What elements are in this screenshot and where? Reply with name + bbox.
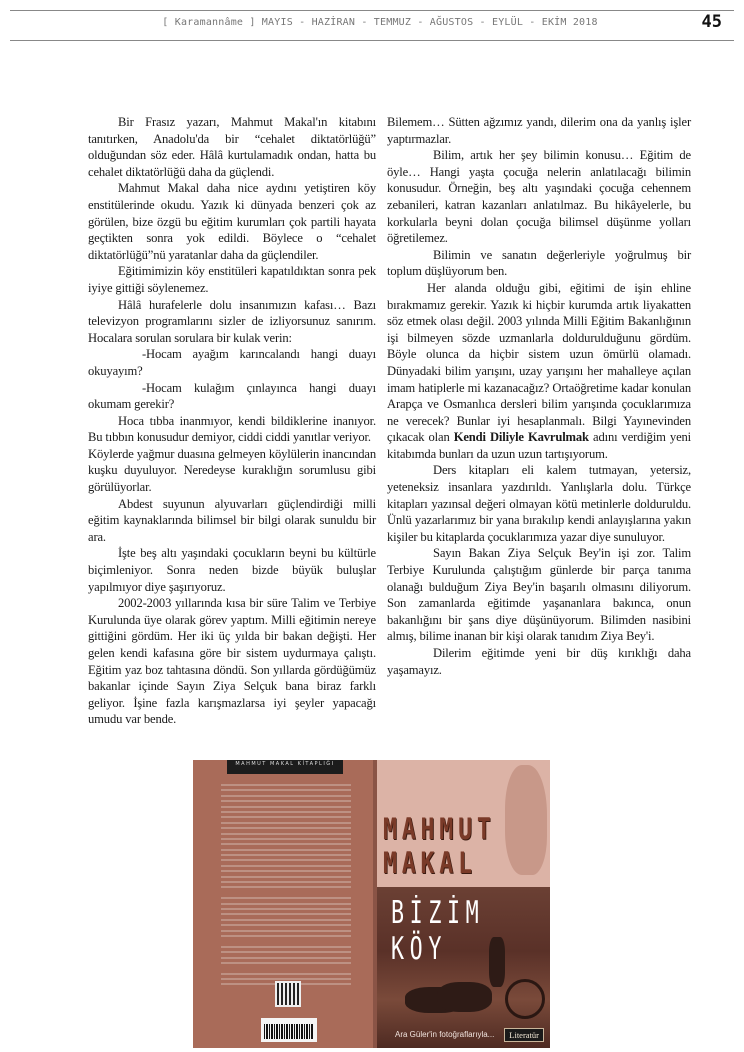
back-cover-blurb <box>221 784 351 989</box>
paragraph: 2002-2003 yıllarında kısa bir süre Talim ve Terbiye Kurulunda üye olarak görev yaptım. Milli eğitimin nereye gittiğini gördüm. Her iki üç yılda bir bakan değişti. Her gelen kendi kafasına göre bir sistem uydurmaya çalıştı. Eğitim yaz boz tahtasına döndü. Son yıllarda gördüğümüz bakanlar içinde Sayın Ziya Selçuk bana biraz farklı geliyor. İşine fazla karışmazlarsa iyi şeyler yapacağı umudu var bende. <box>88 596 376 727</box>
book-title-bold: Kendi Diliyle Kavrulmak <box>453 430 589 445</box>
paragraph: Bilim, artık her şey bilimin konusu… Eğitim de öyle… Hangi yaşta çocuğa nelerin anlatılacağı bilimin konusudur. Örneğin, beş altı yaşındaki çocuğa cehennem zebanileri, katran kazanları anlatılmaz. Bu hikâyelerle, bu korkularla beyni dolan çocuğa bilimsel düşünme yolları öğretilemez. <box>387 148 691 246</box>
paragraph: -Hocam ayağım karıncalandı hangi duayı okuyayım? <box>88 347 376 378</box>
qr-code <box>277 983 299 1005</box>
book-front-cover <box>377 760 550 1048</box>
ox-figure <box>437 982 492 1012</box>
left-column <box>88 114 376 728</box>
photo-credit: Ara Güler'in fotoğraflarıyla... <box>395 1030 495 1039</box>
series-banner: MAHMUT MAKAL KİTAPLIĞI <box>227 760 343 774</box>
paragraph: Abdest suyunun alyuvarları güçlendirdiği milli eğitim kaynaklarında bilimsel bir bilgi olarak sunuldu bir ara. <box>88 496 376 544</box>
book-back-cover <box>193 760 373 1048</box>
paragraph: Ders kitapları eli kalem tutmayan, yetersiz, yeteneksiz insanlara yazdırıldı. Yanlışlarla dolu. Türkçe kitapları yazınsal değeri olmayan kötü metinlerle dolduruldu. Ünlü yazarlarımız bir yana bırakılıp kendi anlayışlarına yakın kişiler bu kitaplarda çocuklarımıza yazar diye sunuluyor. <box>387 463 691 544</box>
barcode <box>261 1018 317 1042</box>
book-title: BİZİM KÖY <box>391 895 485 967</box>
paragraph <box>387 280 691 463</box>
book-author: MAHMUT MAKAL <box>383 812 496 880</box>
paragraph: -Hocam kulağım çınlayınca hangi duayı okumam gerekir? <box>88 380 376 412</box>
page-header <box>0 14 744 32</box>
paragraph: Hâlâ hurafelerle dolu insanımızın kafası… Bazı televizyon programlarını sizler de izliyorsunuz sanırım. Hocalara sorulan sorulara bir kulak verin: <box>88 297 376 345</box>
right-column <box>387 114 691 678</box>
book-cover-image <box>193 760 550 1048</box>
header-bottom-rule <box>10 40 734 41</box>
paragraph: Sayın Bakan Ziya Selçuk Bey'in işi zor. Talim Terbiye Kurulunda çalıştığım günlerde bir parça tanıma olanağı bulduğum Ziya Bey'in başarılı olmasını diliyorum. Son zamanlarda eğitimde yaşananlara bakınca, onun bakanlığını bir şans diye düşünüyorum. Bilimden nasibini almış, bilime inanan bir kişi olarak tanıdım Ziya Bey'i. <box>387 546 691 644</box>
text-run: Her alanda olduğu gibi, eğitimi de işin ehline bırakmamız gerekir. Yazık ki hiçbir kurumda artık liyakatten söz etmek olası değil. 2003 yılında Milli Eğitim Bakanlığının işi bilmeyen sözde uzmanlarla doldurulduğunu gördüm. Böyle olunca da hiçbir sistem uzun ömürlü olamadı. Dünyadaki bilim yarışını, uzay yarışını her mahalleye açılan imam hatiplerle mi kazanacağız? Ortaöğretime kadar konulan Arapça ve Osmanlıca dersleri bilim yarışında çocuklarımıza ne verecek? Bunlar iyi hesaplanmalı. Bilgi Yayınevinden çıkacak olan <box>387 280 691 445</box>
paragraph: Dilerim eğitimde yeni bir düş kırıklığı daha yaşamayız. <box>387 646 691 677</box>
paragraph: Köylerde yağmur duasına gelmeyen köylülerin inancından kuşku duyuluyor. Neredeyse kuraklığın sorumlusu gibi görülüyorlar. <box>88 446 376 495</box>
publisher-logo: Literatür <box>504 1028 544 1042</box>
paragraph: Hoca tıbba inanmıyor, kendi bildiklerine inanıyor. Bu tıbbın konusudur demiyor, ciddi ciddi yanıtlar veriyor. <box>88 413 376 445</box>
header-top-rule <box>10 10 734 11</box>
paragraph: Bilemem… Sütten ağzımız yandı, dilerim ona da yanlış işler yaptırmazlar. <box>387 115 691 146</box>
page-number: 45 <box>701 12 722 32</box>
paragraph: Bir Frasız yazarı, Mahmut Makal'ın kitabını tanıtırken, Anadolu'da bir “cehalet diktatörlüğü” olduğundan söz eder. Hâlâ kurtulamadık ondan, hatta bu cehalet diktatörlüğü daha da güçlendi. <box>88 115 376 179</box>
paragraph: Eğitimimizin köy enstitüleri kapatıldıktan sonra pek iyiye gittiği söylenemez. <box>88 264 376 295</box>
farmer-figure <box>489 937 505 987</box>
paragraph: Mahmut Makal daha nice aydını yetiştiren köy enstitülerinde okudu. Yazık ki dünyada benzeri çok az görülen, bize özgü bu eğitim kurumları çok partili hayata geçtikten sonra yok edildi. Böylece o “cehalet diktatörlüğü”nü yaratanlar daha da güçlendiler. <box>88 181 376 262</box>
paragraph: Bilimin ve sanatın değerleriyle yoğrulmuş bir toplum düşlüyorum ben. <box>387 247 691 279</box>
paragraph: İşte beş altı yaşındaki çocukların beyni bu kültürle biçimleniyor. Sonra neden bizde büyük buluşlar yapılmıyor diye şaşırıyoruz. <box>88 546 376 594</box>
cart-wheel <box>505 979 545 1019</box>
author-portrait <box>505 765 547 875</box>
running-title: [ Karamannâme ] MAYIS - HAZİRAN - TEMMUZ - AĞUSTOS - EYLÜL - EKİM 2018 <box>162 17 598 28</box>
text-run: adını verdiğim yeni kitabımda bunları da uzun uzun tartışıyorum. <box>387 430 691 461</box>
